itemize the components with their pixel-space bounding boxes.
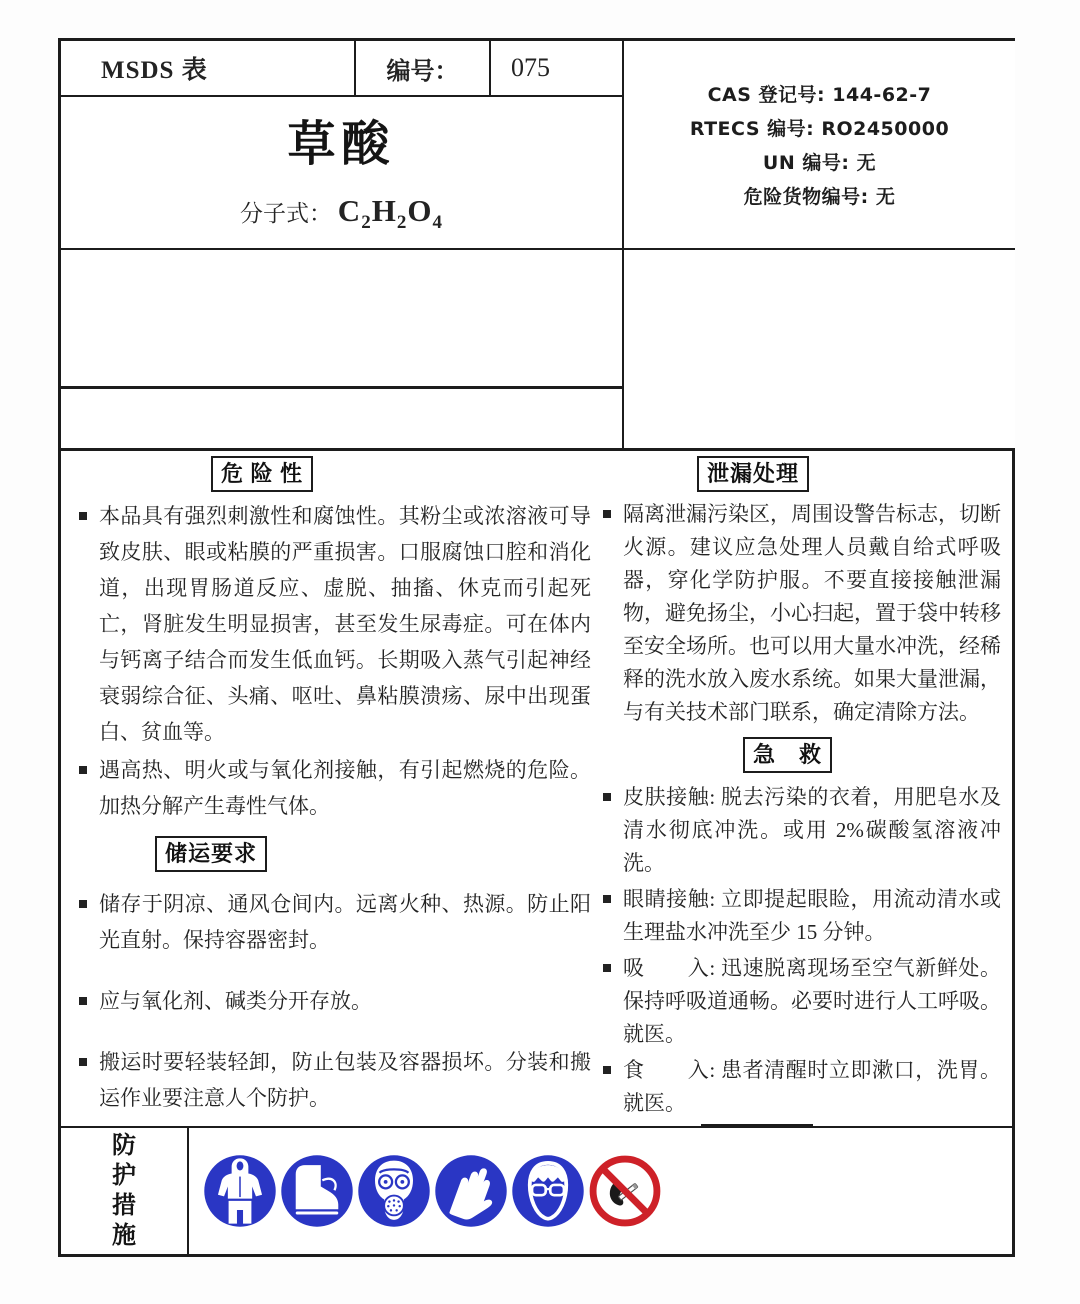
main-content [61, 448, 1012, 1126]
identifier-line [690, 114, 949, 141]
first-aid-heading-row [743, 737, 1001, 773]
substance-title-cell [61, 97, 624, 250]
list-item [597, 952, 1001, 1051]
no-smoking-icon [587, 1153, 663, 1229]
identifier-line [708, 80, 932, 107]
hazards-section-heading: 危 险 性 [211, 456, 313, 492]
substance-name: 草酸 [287, 118, 396, 171]
list-item-text: 食 入: 患者清醒时立即漱口，洗胃。就医。 [623, 1058, 1001, 1115]
formula-line [61, 193, 622, 234]
list-item-text: 吸 入: 迅速脱离现场至空气新鲜处。保持呼吸道通畅。必要时进行人工呼吸。就医。 [623, 956, 1001, 1046]
hazards-list [73, 498, 591, 824]
bullet-square-icon [603, 793, 611, 801]
first-aid-list [597, 781, 1001, 1120]
list-item-text: 应与氧化剂、碱类分开存放。 [99, 989, 372, 1013]
list-item [73, 498, 591, 750]
list-item [73, 886, 591, 958]
list-item [597, 1054, 1001, 1120]
list-item-text: 皮肤接触: 脱去污染的衣着，用肥皂水及清水彻底冲洗。或用 2%碳酸氢溶液冲洗。 [623, 785, 1001, 875]
list-item [597, 883, 1001, 949]
leak-section-heading: 泄漏处理 [697, 456, 809, 492]
empty-box-right [624, 250, 1015, 448]
leak-heading-row [697, 456, 1001, 492]
list-item-text: 危险货物编号: 无 [743, 186, 896, 208]
list-item-text: 储存于阴凉、通风仓间内。远离火种、热源。防止阳光直射。保持容器密封。 [99, 892, 591, 952]
list-item-text: 本品具有强烈刺激性和腐蚀性。其粉尘或浓溶液可导致皮肤、眼或粘膜的严重损害。口服腐蚀口腔和消化道，出现胃肠道反应、虚脱、抽搐、休克而引起死亡，肾脏发生明显损害，甚至发生尿毒症。可在体内与钙离子结合而发生低血钙。长期吸入蒸气引起神经衰弱综合征、头痛、呕吐、鼻粘膜溃疡、尿中出现蛋白、贫血等。 [99, 504, 591, 744]
empty-box-left-bottom [61, 389, 624, 448]
list-item [597, 498, 1001, 729]
protection-icons-row [189, 1126, 1012, 1254]
number-value: 075 [491, 41, 624, 97]
bullet-square-icon [79, 766, 87, 774]
hazards-heading-row [211, 456, 591, 492]
list-item-text: 遇高热、明火或与氧化剂接触，有引起燃烧的危险。加热分解产生毒性气体。 [99, 758, 591, 818]
identifier-line [763, 148, 876, 175]
msds-table-label: MSDS 表 [61, 41, 356, 97]
list-item [73, 1044, 591, 1116]
list-item-text: UN 编号: 无 [762, 152, 877, 174]
storage-list [73, 886, 591, 1116]
protective-gloves-icon [433, 1153, 509, 1229]
left-column [73, 456, 591, 1141]
molecular-formula: $C_2H_2O_4$ [337, 192, 443, 233]
bullet-square-icon [79, 900, 87, 908]
formula-label: 分子式： [240, 200, 333, 226]
protection-label-cell [61, 1126, 189, 1254]
gas-mask-icon [356, 1153, 432, 1229]
first-aid-section-heading: 急 救 [743, 737, 832, 773]
msds-document [58, 38, 1015, 1257]
bullet-square-icon [603, 964, 611, 972]
number-label: 编号： [356, 41, 491, 97]
right-column [597, 456, 1001, 1201]
safety-goggles-icon [510, 1153, 586, 1229]
bullet-square-icon [603, 895, 611, 903]
list-item-text: CAS 登记号: 144-62-7 [707, 84, 932, 106]
list-item [73, 752, 591, 824]
list-item-text: 隔离泄漏污染区，周围设警告标志，切断火源。建议应急处理人员戴自给式呼吸器，穿化学防护服。不要直接接触泄漏物，避免扬尘，小心扫起，置于袋中转移至安全场所。也可以用大量水冲洗，经稀释的洗水放入废水系统。如果大量泄漏，与有关技术部门联系，确定清除方法。 [623, 502, 1001, 724]
bullet-square-icon [603, 510, 611, 518]
protective-suit-icon [202, 1153, 278, 1229]
list-item-text: 搬运时要轻装轻卸，防止包装及容器损坏。分装和搬运作业要注意人个防护。 [99, 1050, 591, 1110]
chemical-identifiers-box [624, 41, 1015, 250]
storage-section-heading: 储运要求 [155, 836, 267, 872]
bullet-square-icon [79, 512, 87, 520]
leak-list [597, 498, 1001, 729]
list-item [597, 781, 1001, 880]
identifier-line [744, 182, 896, 209]
storage-heading-row [155, 836, 591, 872]
bullet-square-icon [603, 1066, 611, 1074]
safety-boots-icon [279, 1153, 355, 1229]
list-item-text: RTECS 编号: RO2450000 [689, 118, 950, 140]
protection-measures-label: 防护措施 [112, 1133, 136, 1249]
empty-box-left-top [61, 250, 624, 389]
list-item-text: 眼睛接触: 立即提起眼睑，用流动清水或生理盐水冲洗至少 15 分钟。 [623, 887, 1001, 944]
list-item [73, 983, 591, 1019]
bullet-square-icon [79, 1058, 87, 1066]
bullet-square-icon [79, 997, 87, 1005]
